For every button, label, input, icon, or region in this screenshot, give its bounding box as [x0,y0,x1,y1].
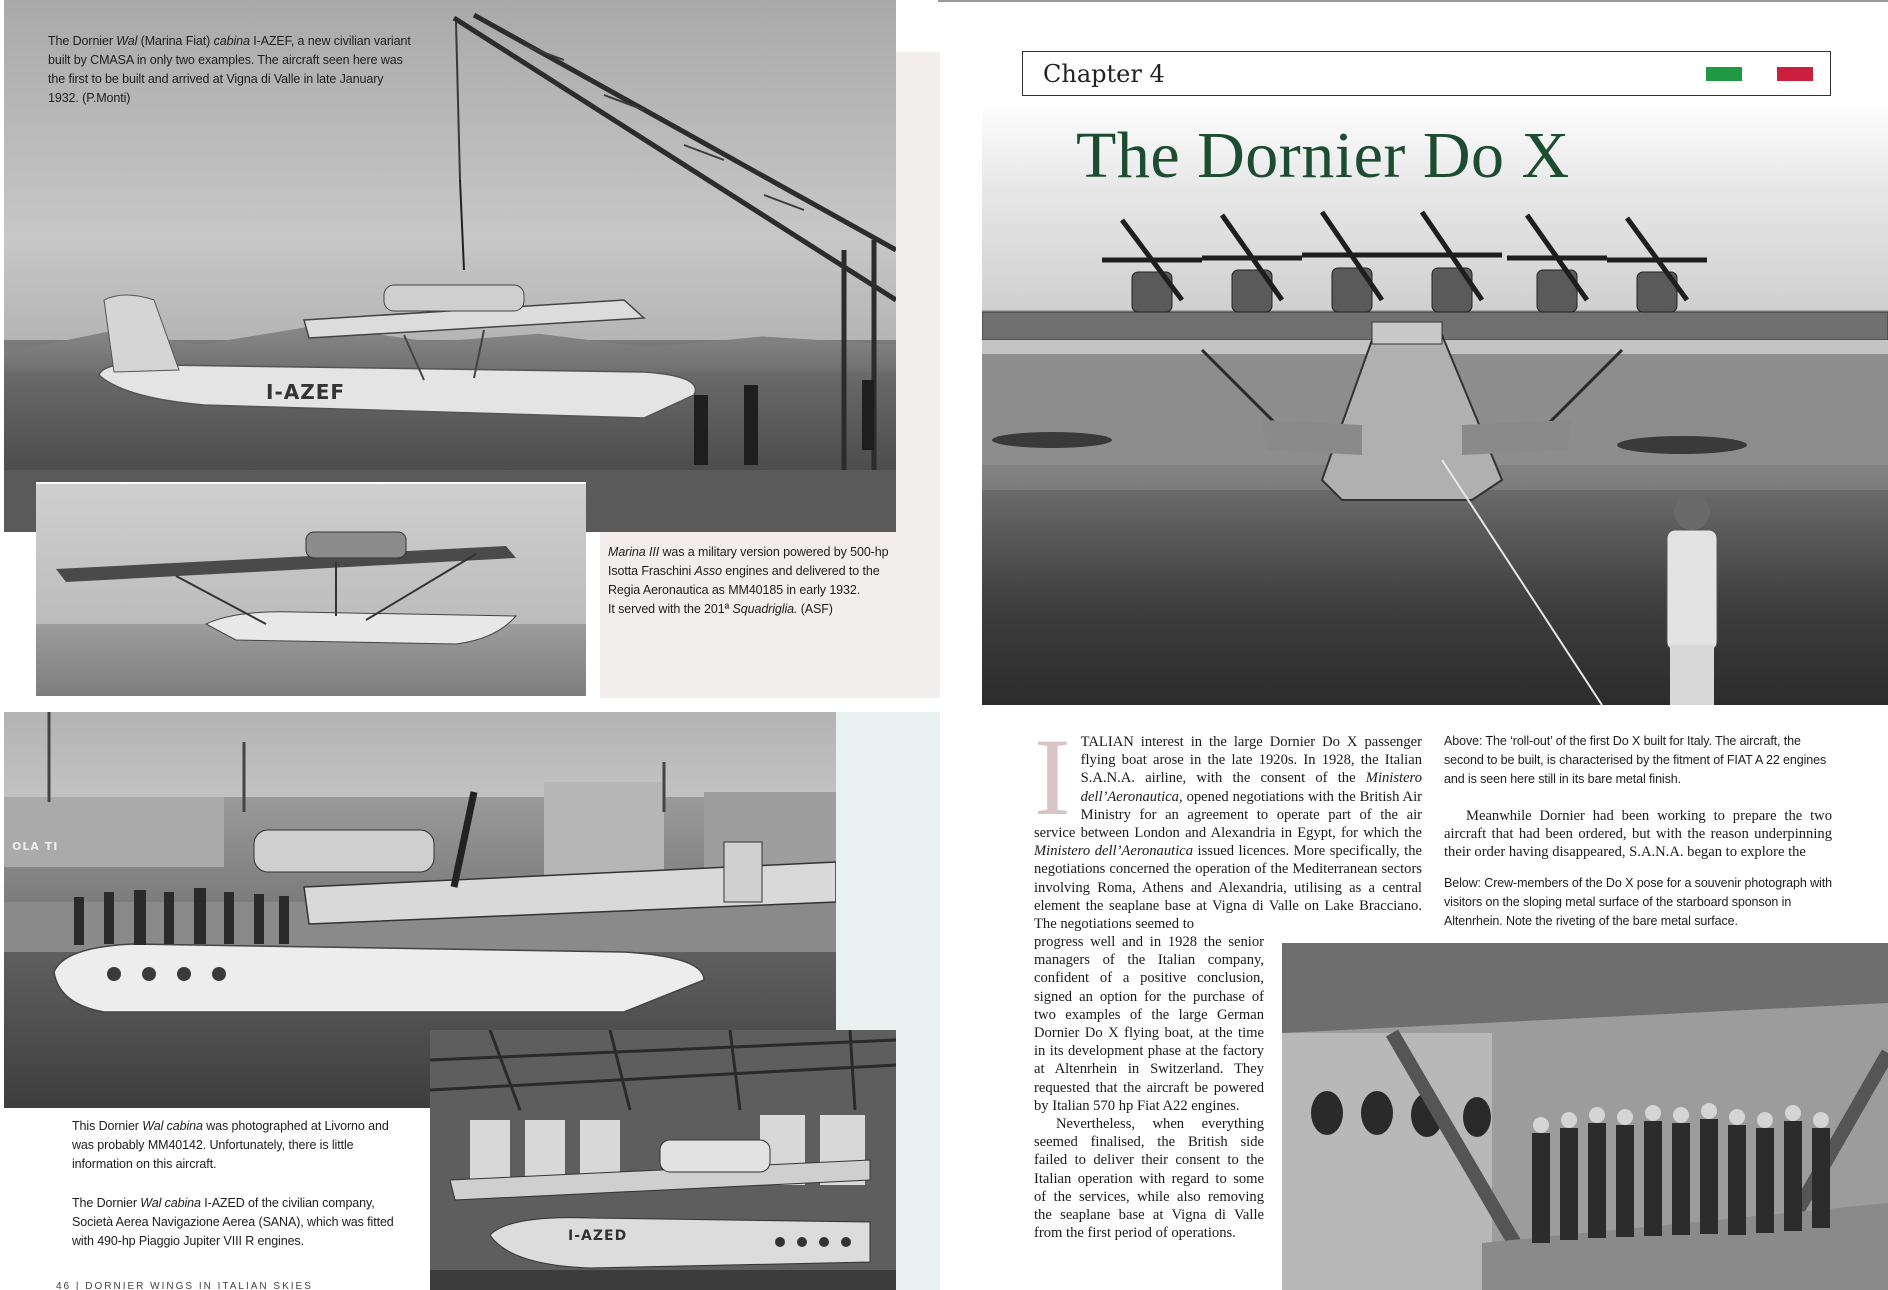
caption-above: Above: The ‘roll-out’ of the first Do X built for Italy. The aircraft, the second to be built, is characterised by the fitment of FIAT A 22 engines and is seen here still in its bare metal finish. [1444,734,1827,786]
caption-marina-iii: Marina III was a military version powered by 500-hp Isotta Fraschini Asso engines and delivered to the Regia Aeronautica as MM40185 in early 1932. It served with the 201ª Squadriglia. (ASF) [608,545,889,616]
page-footer: 46 | DORNIER WINGS IN ITALIAN SKIES [56,1281,313,1290]
building-sign: OLA TI [12,840,59,853]
photo-marina-iii [36,482,586,696]
chapter-title: The Dornier Do X [1076,119,1570,192]
body-text-col2: Meanwhile Dornier had been working to prepare the two aircraft that had been ordered, but with the reason underpinning their order having disappeared, S.A.N.A. began to explore the [1444,808,1832,861]
chapter-header [1022,51,1831,96]
page-top-rule [938,0,1888,2]
chapter-label: Chapter 4 [1043,60,1165,88]
caption-i-azef: The Dornier Wal (Marina Fiat) cabina I-AZEF, a new civilian variant built by CMASA in only two examples. The aircraft seen here was the first to be built and arrived at Vigna di Valle in late January 1932. (P.Monti) [48,34,411,105]
registration-i-azef: I-AZEF [266,380,346,404]
drop-cap: I [1034,716,1071,838]
do-x-crew-drawing [1282,943,1888,1290]
photo-do-x-crew [1282,943,1888,1290]
flag-red-stripe [1777,67,1813,81]
body-text-col1-wide: ITALIAN interest in the large Dornier Do X passenger flying boat arose in the late 1920s. In 1928, the Italian S.A.N.A. airline, with the consent of the Ministero dell’Aeronautica, opened negotiations with the British Air Ministry for an agreement to operate part of the air service between London and Alexandria in Egypt, for which the Ministero dell’Aeronautica issued licences. More specifically, the negotiations concerned the operation of the Mediterranean sectors involving Roma, Athens and Alexandria, utilising as a central element the seaplane base at Vigna di Valle on Lake Bracciano. The negotiations seemed to [1034,716,1422,933]
registration-i-azed: I-AZED [568,1228,628,1244]
photo-i-azed-hangar [430,1030,896,1290]
hangar-drawing [430,1030,896,1290]
marina-iii-aircraft-drawing [36,484,586,696]
flag-green-stripe [1706,67,1742,81]
caption-sana: The Dornier Wal cabina I-AZED of the civilian company, Società Aerea Navigazione Aerea (SANA), which was fitted with 490-hp Piaggio Jupiter VIII R engines. [72,1196,394,1248]
caption-below: Below: Crew-members of the Do X pose for a souvenir photograph with visitors on the sloping metal surface of the starboard sponson in Altenrhein. Note the riveting of the bare metal surface. [1444,876,1832,928]
caption-livorno: This Dornier Wal cabina was photographed at Livorno and was probably MM40142. Unfortunately, there is little information on this aircraft. [72,1119,389,1171]
body-text-col1-narrow: progress well and in 1928 the senior managers of the Italian company, confident of a positive conclusion, signed an option for the purchase of two examples of the large German Dornier Do X flying boat, at the time in its development phase at the factory at Altenrhein in Switzerland. They requested that the aircraft be powered by Italian 570 hp Fiat A22 engines. Nevertheless, when everything seemed finalised, the British side failed to deliver their consent to the Italian operation with regard to some of the services, while also removing the seaplane base at Vigna di Valle from the first period of operations. [1034,934,1264,1242]
